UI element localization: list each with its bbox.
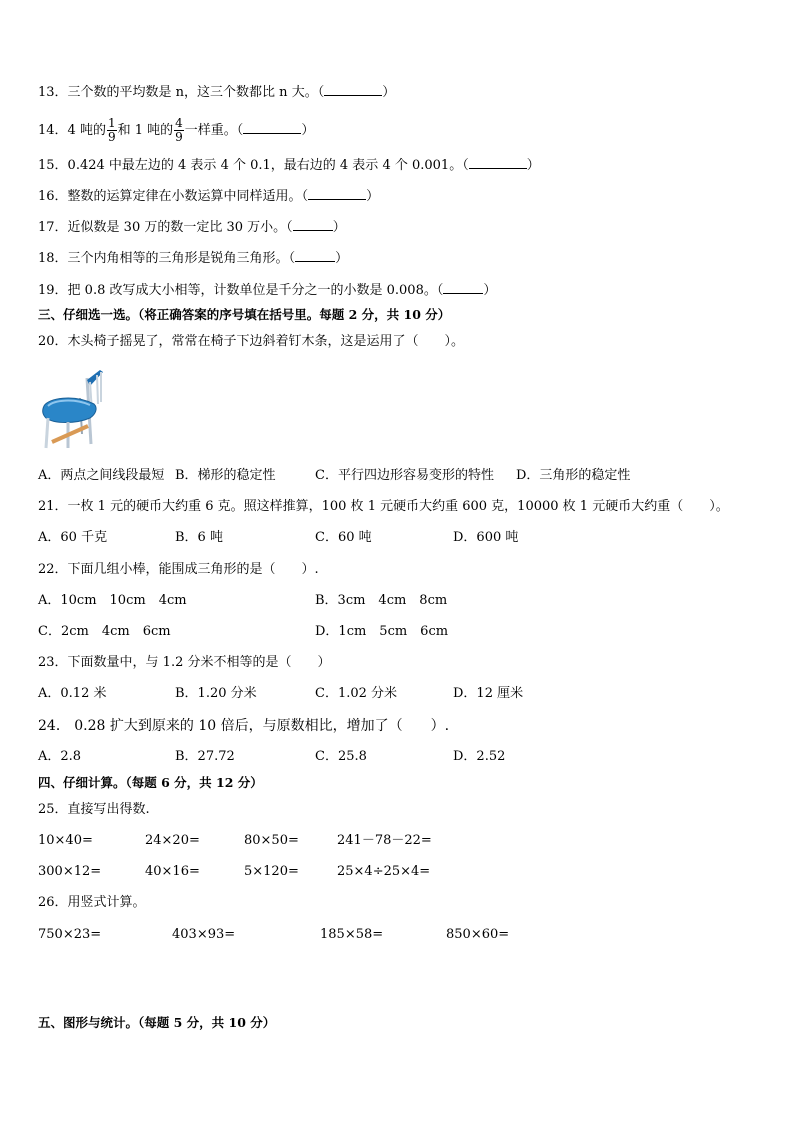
question-16: 16．整数的运算定律在小数运算中同样适用。（ ）	[38, 189, 380, 204]
answer-blank[interactable]	[443, 282, 483, 294]
vertical-calc-item: 403×93=	[172, 927, 236, 942]
calc-item: 10×40=	[38, 833, 93, 848]
question-17: 17．近似数是 30 万的数一定比 30 万小。（ ）	[38, 220, 346, 235]
answer-blank[interactable]	[295, 250, 335, 262]
q24-option-a[interactable]: A．2.8	[38, 749, 82, 764]
question-26: 26．用竖式计算。	[38, 895, 146, 910]
answer-blank[interactable]	[324, 84, 382, 96]
answer-blank[interactable]	[308, 188, 366, 200]
q23-option-b[interactable]: B．1.20 分米	[175, 686, 257, 701]
fraction-one-ninth: $\frac{1}{9}$	[107, 116, 116, 144]
q21-option-c[interactable]: C．60 吨	[315, 530, 372, 545]
q23-option-a[interactable]: A．0.12 米	[38, 686, 107, 701]
q20-option-b[interactable]: B．梯形的稳定性	[175, 468, 276, 483]
q24-option-d[interactable]: D．2.52	[453, 749, 506, 764]
calc-item: 300×12=	[38, 864, 102, 879]
calc-item: 5×120=	[244, 864, 299, 879]
calc-item: 25×4÷25×4=	[337, 864, 431, 879]
fraction-four-ninths: $\frac{4}{9}$	[175, 116, 183, 144]
question-23: 23．下面数量中，与 1.2 分米不相等的是（ ）	[38, 655, 331, 670]
q22-option-b[interactable]: B．3cm 4cm 8cm	[315, 593, 448, 608]
question-21: 21．一枚 1 元的硬币大约重 6 克。照这样推算，100 枚 1 元硬币大约重 600 克，10000 枚 1 元硬币大约重（ ）。	[38, 499, 729, 514]
question-18: 18．三个内角相等的三角形是锐角三角形。（ ）	[38, 251, 349, 266]
section-5-heading: 五、图形与统计。（每题 5 分，共 10 分）	[38, 1015, 276, 1030]
calc-item: 80×50=	[244, 833, 299, 848]
question-13: 13．三个数的平均数是 n，这三个数都比 n 大。（ ）	[38, 85, 396, 100]
q20-option-a[interactable]: A．两点之间线段最短	[38, 468, 165, 483]
q22-option-c[interactable]: C．2cm 4cm 6cm	[38, 624, 171, 639]
q23-option-d[interactable]: D．12 厘米	[453, 686, 524, 701]
q24-option-b[interactable]: B．27.72	[175, 749, 235, 764]
question-15: 15．0.424 中最左边的 4 表示 4 个 0.1，最右边的 4 表示 4 个 0.001。（ ）	[38, 158, 540, 173]
q21-option-a[interactable]: A．60 千克	[38, 530, 108, 545]
vertical-calc-item: 750×23=	[38, 927, 102, 942]
q21-option-d[interactable]: D．600 吨	[453, 530, 519, 545]
question-25: 25．直接写出得数.	[38, 802, 150, 817]
section-3-heading: 三、仔细选一选。（将正确答案的序号填在括号里。每题 2 分，共 10 分）	[38, 307, 451, 322]
q22-option-d[interactable]: D．1cm 5cm 6cm	[315, 624, 449, 639]
answer-blank[interactable]	[243, 122, 301, 134]
question-19: 19．把 0.8 改写成大小相等，计数单位是千分之一的小数是 0.008。（ ）	[38, 283, 497, 298]
chair-image	[40, 368, 106, 450]
q20-option-d[interactable]: D．三角形的稳定性	[516, 468, 631, 483]
answer-blank[interactable]	[469, 157, 527, 169]
section-4-heading: 四、仔细计算。（每题 6 分，共 12 分）	[38, 775, 263, 790]
calc-item: 241－78－22=	[337, 833, 432, 848]
question-14: 14．4 吨的 $\frac{1}{9}$ 和 1 吨的 $\frac{4}{9}$ 一样重。（ ）	[38, 116, 315, 144]
q23-option-c[interactable]: C．1.02 分米	[315, 686, 398, 701]
calc-item: 40×16=	[145, 864, 200, 879]
question-20: 20．木头椅子摇晃了，常常在椅子下边斜着钉木条，这是运用了（ ）。	[38, 334, 465, 349]
q24-option-c[interactable]: C．25.8	[315, 749, 367, 764]
q20-option-c[interactable]: C．平行四边形容易变形的特性	[315, 468, 494, 483]
calc-item: 24×20=	[145, 833, 200, 848]
q21-option-b[interactable]: B．6 吨	[175, 530, 223, 545]
vertical-calc-item: 185×58=	[320, 927, 384, 942]
question-22: 22．下面几组小棒，能围成三角形的是（ ）.	[38, 562, 319, 577]
vertical-calc-item: 850×60=	[446, 927, 510, 942]
answer-blank[interactable]	[293, 219, 333, 231]
question-24: 24． 0.28 扩大到原来的 10 倍后，与原数相比，增加了（ ）.	[38, 718, 450, 734]
q22-option-a[interactable]: A．10cm 10cm 4cm	[38, 593, 187, 608]
